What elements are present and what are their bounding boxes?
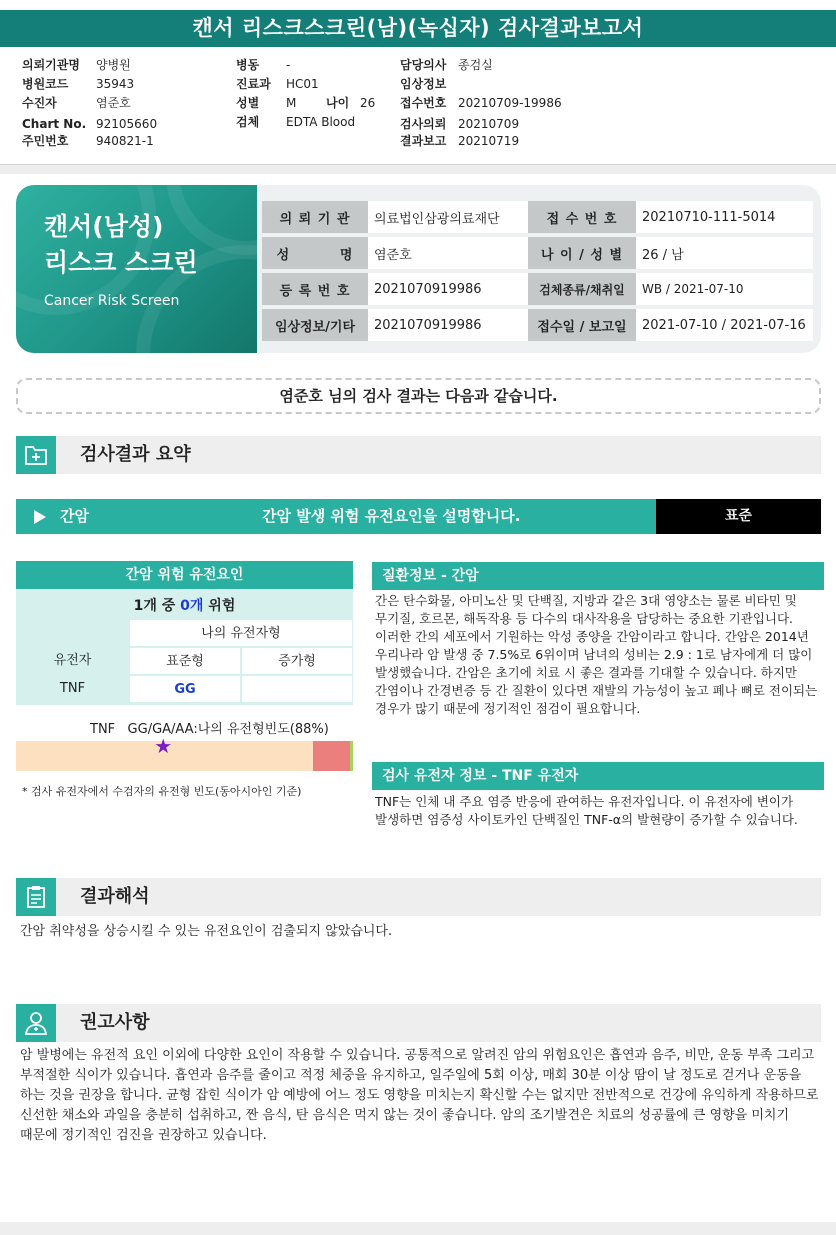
age-value: 26 [360,96,376,110]
card-brand-panel [16,185,257,353]
ward-label: 병동 [236,58,260,72]
my-genotype-header: 나의 유전자형 [129,619,353,647]
info-value: WB / 2021-07-10 [636,273,813,305]
greeting-box: 염준호 님의 검사 결과는 다음과 같습니다. [16,378,821,414]
age-label: 나이 [326,96,350,110]
card-title-line1: 캔서(남성) [44,212,164,241]
doctor-label: 담당의사 [400,58,447,72]
info-value: 2021-07-10 / 2021-07-16 [636,309,813,341]
folder-plus-icon [16,436,56,474]
id-value: 940821-1 [96,134,154,148]
section-title: 권고사항 [80,1012,150,1033]
gauge-segment-risk [313,741,350,771]
interpretation-text: 간암 취약성을 상승시킬 수 있는 유전요인이 검출되지 않았습니다. [20,924,393,939]
info-label: 임상정보/기타 [262,309,368,341]
id-label: 주민번호 [22,134,69,148]
info-label: 의 뢰 기 관 [262,201,368,233]
info-value: 의료법인삼광의료재단 [368,201,528,233]
col-gene-header: 유전자 [53,653,92,668]
col-increase-header: 증가형 [241,647,353,675]
request-value: 20210709 [458,117,520,131]
risk-count: 1개 중 0개 위험 [133,598,236,614]
code-label: 병원코드 [22,77,69,91]
info-value: 2021070919986 [368,309,528,341]
result-description: 간암 발생 위험 유전요인을 설명합니다. [262,507,521,525]
info-label: 나 이 / 성 별 [528,237,636,269]
section-title: 결과해석 [80,886,150,907]
disease-info-header: 질환정보 - 간암 [372,562,824,590]
dept-value: HC01 [286,77,319,91]
patient-header [0,56,836,164]
card-info-row [262,273,813,305]
patient-value: 염준호 [96,96,131,110]
specimen-value: EDTA Blood [286,115,356,129]
cancer-name: 간암 [60,507,89,525]
play-icon [34,510,46,524]
doctor-value: 종검실 [458,58,493,72]
info-value: 2021070919986 [368,273,528,305]
increase-genotype [241,675,353,703]
gene-footnote: * 검사 유전자에서 수검자의 유전형 빈도(동아시아인 기준) [22,785,302,798]
card-info-row [262,309,813,341]
chart-label: Chart No. [22,117,87,131]
card-subtitle: Cancer Risk Screen [44,293,180,309]
card-info-row [262,237,813,269]
info-label: 접 수 번 호 [528,201,636,233]
report-value: 20210719 [458,134,520,148]
card-title-line2: 리스크 스크린 [44,248,198,277]
clinical-label: 임상정보 [400,77,447,91]
col-standard-header: 표준형 [129,647,241,675]
recommendation-text: 암 발병에는 유전적 요인 이외에 다양한 요인이 작용할 수 있습니다. 공통적으로 알려진 암의 위험요인은 흡연과 음주, 비만, 운동 부족 그리고 부적절한 식이가 있습니다. 흡연과 음주를 줄이고 적정 체중을 유지하고, 일주일에 5회 이상, 매회 30분 이상 땀이 날 정도로 걷거나 운동을 하는 것을 권장을 합니다. 균형 잡힌 식이가 암 예방에 어느 정도 영향을 미치는지 확신할 수는 없지만 전반적으로 건강에 유익하게 작용하므로 신선한 채소와 과일을 충분히 섭취하고, 짠 음식, 탄 음식은 먹지 않는 것이 좋습니다. 암의 조기발견은 치료의 성공률에 큰 영향을 미치기 때문에 정기적인 검진을 권장하고 있습니다. [20,1048,819,1143]
hospital-label: 의뢰기관명 [22,58,80,72]
genotype-frequency-gauge [16,734,353,771]
header-band [0,165,836,174]
ward-value: - [286,58,291,72]
dept-label: 진료과 [236,77,271,91]
report-label: 결과보고 [400,134,447,148]
request-label: 검사의뢰 [400,117,447,131]
info-value: 20210710-111-5014 [636,201,813,233]
section-interpretation [16,878,821,916]
gene-table [16,589,353,705]
result-badge: 표준 [656,499,821,534]
section-title: 검사결과 요약 [80,444,191,465]
card-info-row [262,201,813,233]
specimen-label: 검체 [236,115,260,129]
hospital-value: 양병원 [96,58,131,72]
clipboard-icon [16,878,56,916]
section-recommendation [16,1004,821,1042]
gene-info-header: 검사 유전자 정보 - TNF 유전자 [372,762,824,790]
code-value: 35943 [96,77,135,91]
gene-info-text: TNF는 인체 내 주요 염증 반응에 관여하는 유전자입니다. 이 유전자에 변이가 발생하면 염증성 사이토카인 단백질인 TNF-α의 발현량이 증가할 수 있습니다. [375,794,798,827]
result-bar [16,499,821,534]
info-label: 검체종류/채취일 [528,273,636,305]
footer-band [0,1222,836,1235]
receipt-label: 접수번호 [400,96,447,110]
report-title: 캔서 리스크스크린(남)(녹십자) 검사결과보고서 [0,10,836,47]
star-marker-icon: ★ [154,734,173,758]
sex-label: 성별 [236,96,260,110]
doctor-icon [16,1004,56,1042]
info-value: 26 / 남 [636,237,813,269]
patient-label: 수진자 [22,96,57,110]
gauge-segment-high [350,741,353,771]
info-value: 염준호 [368,237,528,269]
card-info-table [262,197,813,345]
section-summary [16,436,821,474]
standard-genotype: GG [129,675,241,703]
info-label: 접수일 / 보고일 [528,309,636,341]
genotype-frequency-label: TNF GG/GA/AA:나의 유전형빈도(88%) [90,722,329,737]
gene-table-header: 간암 위험 유전요인 [16,561,353,589]
disease-info-text: 간은 탄수화물, 아미노산 및 단백질, 지방과 같은 3대 영양소는 물론 비타민 및 무기질, 호르몬, 해독작용 등 다수의 대사작용을 담당하는 중요한 기관입니다. 이러한 간의 세포에서 기원하는 악성 종양을 간암이라고 합니다. 간암은 2014년 우리나라 암 발생 중 7.5%로 6위이며 남녀의 성비는 2.9 : 1로 남자에게 더 많이 발생했습니다. 간암은 초기에 치료 시 좋은 결과를 기대할 수 있습니다. 하지만 간염이나 간경변증 등 간 질환이 있다면 재발의 가능성이 높고 폐나 뼈로 전이되는 경우가 많기 때문에 정기적인 점검이 필요합니다. [375,593,818,716]
sex-value: M [286,96,297,110]
chart-value: 92105660 [96,117,158,131]
info-label: 등 록 번 호 [262,273,368,305]
gene-name: TNF [59,681,86,696]
receipt-value: 20210709-19986 [458,96,562,110]
info-label: 성 명 [262,237,368,269]
